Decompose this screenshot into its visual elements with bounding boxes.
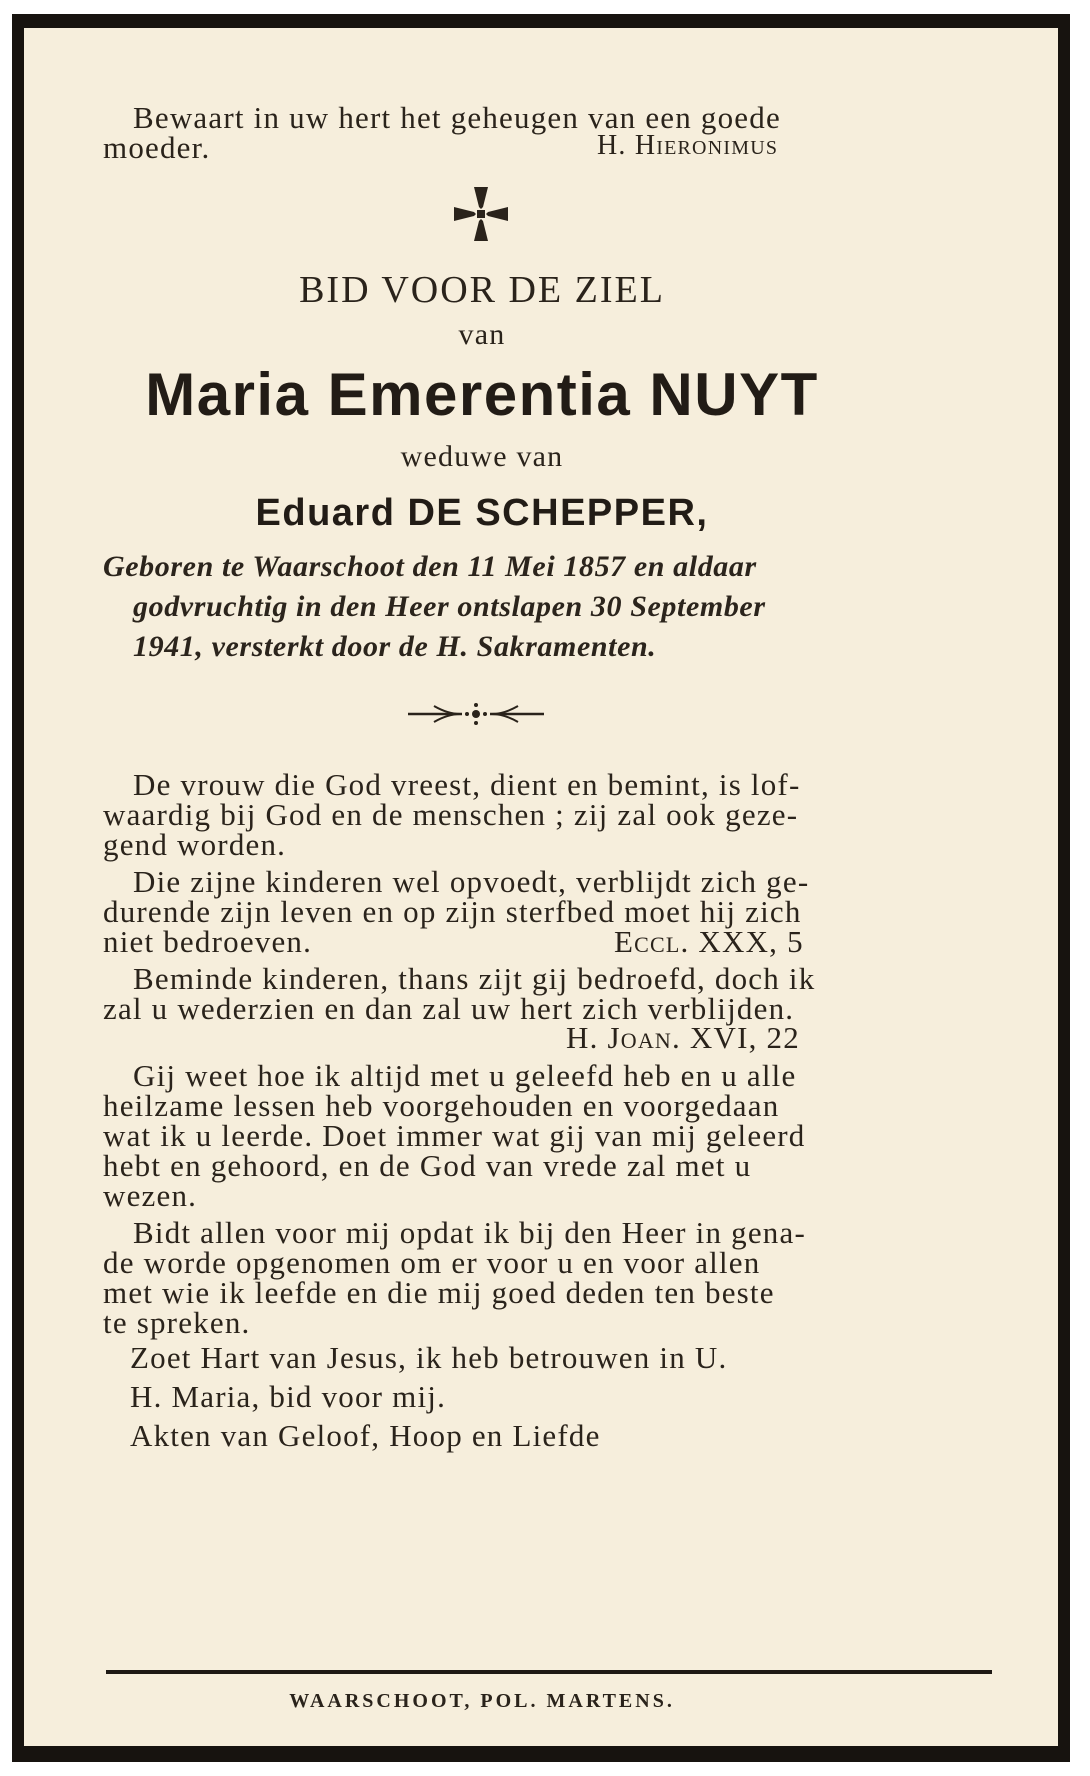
title-widow-of: weduwe van (400, 440, 564, 473)
p5-line2: de worde opgenomen om er voor u en voor allen (103, 1245, 761, 1280)
p3-line1: Beminde kinderen, thans zijt gij bedroefd, doch ik (133, 961, 816, 996)
p3-reference: H. Joan. XVI, 22 (566, 1020, 800, 1055)
printer-imprint: WAARSCHOOT, POL. MARTENS. (289, 1690, 675, 1712)
birth-death-line1: Geboren te Waarschoot den 11 Mei 1857 en aldaar (103, 550, 757, 583)
p3-line2: zal u wederzien en dan zal uw hert zich verblijden. (103, 991, 795, 1026)
p4-line3: wat ik u leerde. Doet immer wat gij van mij geleerd (103, 1118, 806, 1153)
p4-line5: wezen. (103, 1178, 198, 1213)
p4-line4: hebt en gehoord, en de God van vrede zal met u (103, 1148, 752, 1183)
header-quote-line2: moeder. (103, 130, 211, 165)
p2-line1: Die zijne kinderen wel opvoedt, verblijdt zich ge- (133, 864, 810, 899)
p1-line3: gend worden. (103, 827, 287, 862)
prayer-sacred-heart: Zoet Hart van Jesus, ik heb betrouwen in U. (130, 1340, 728, 1375)
deceased-name: Maria Emerentia NUYT (145, 361, 819, 428)
cross-pattee-icon (452, 185, 510, 243)
p2-line2: durende zijn leven en op zijn sterfbed moet hij zich (103, 894, 802, 929)
prayer-holy-mary: H. Maria, bid voor mij. (130, 1379, 447, 1414)
p5-line4: te spreken. (103, 1305, 251, 1340)
p1-line2: waardig bij God en de menschen ; zij zal ook geze- (103, 797, 799, 832)
header-quote-source: H. Hieronimus (597, 130, 779, 161)
spouse-name: Eduard DE SCHEPPER, (255, 492, 709, 534)
prayer-acts: Akten van Geloof, Hoop en Liefde (130, 1418, 601, 1453)
p5-line1: Bidt allen voor mij opdat ik bij den Heer in gena- (133, 1215, 806, 1250)
p2-reference: Eccl. XXX, 5 (614, 924, 804, 959)
title-pray-for-soul: BID VOOR DE ZIEL (299, 269, 665, 311)
scroll-ornament-icon (404, 700, 548, 728)
p2-line3: niet bedroeven. (103, 924, 313, 959)
p4-line2: heilzame lessen heb voorgehouden en voorgedaan (103, 1088, 780, 1123)
footer-rule (106, 1670, 992, 1674)
birth-death-line3: 1941, versterkt door de H. Sakramenten. (133, 630, 657, 663)
title-van: van (458, 318, 506, 351)
p5-line3: met wie ik leefde en die mij goed deden ten beste (103, 1275, 775, 1310)
header-quote-line1: Bewaart in uw hert het geheugen van een goede (133, 100, 781, 135)
p4-line1: Gij weet hoe ik altijd met u geleefd heb en u alle (133, 1058, 797, 1093)
birth-death-line2: godvruchtig in den Heer ontslapen 30 September (133, 590, 766, 623)
p1-line1: De vrouw die God vreest, dient en bemint, is lof- (133, 767, 801, 802)
